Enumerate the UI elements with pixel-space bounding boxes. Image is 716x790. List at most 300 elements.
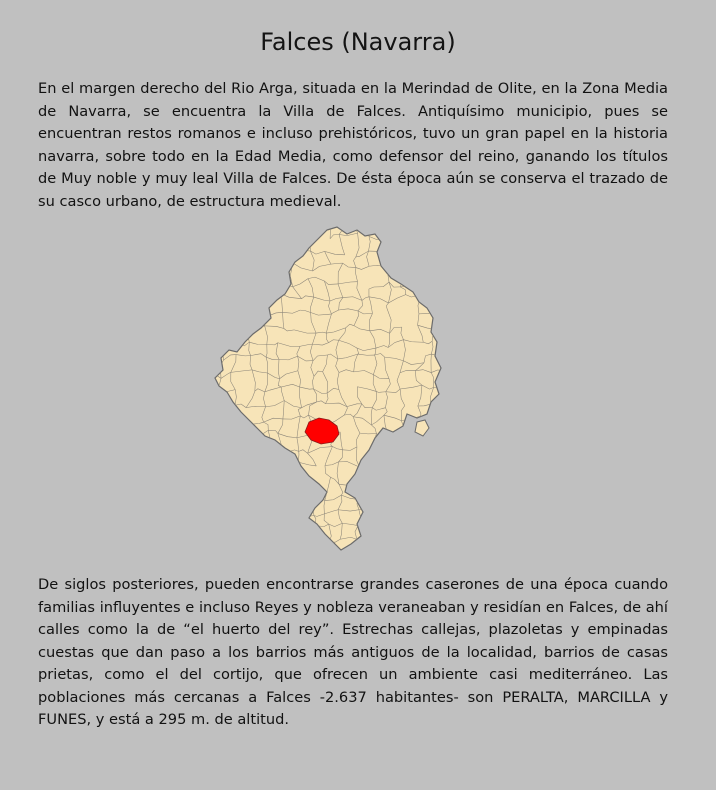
municipality-border [256,476,264,485]
municipality-border [215,405,216,425]
municipality-border [252,486,256,495]
municipality-border [219,437,223,452]
municipality-border [308,478,313,491]
municipality-border [216,222,220,236]
municipality-border [358,552,378,557]
municipality-border [391,235,409,238]
municipality-border [359,467,370,470]
municipality-border [296,485,300,494]
municipality-border [446,342,450,364]
municipality-border [391,469,392,476]
municipality-border [447,469,450,482]
municipality-border [439,309,449,312]
municipality-border [278,254,284,263]
municipality-border [401,447,418,450]
municipality-border [446,482,450,500]
municipality-border [434,544,435,554]
municipality-border [431,401,449,405]
municipality-border [281,453,285,466]
municipality-border [268,527,277,529]
municipality-border [205,223,207,235]
municipality-border [391,467,403,469]
municipality-border [308,542,310,557]
municipality-border [386,262,407,266]
municipality-border [215,417,237,424]
municipality-border [220,236,222,249]
municipality-border [400,256,419,257]
municipality-border [232,540,249,543]
municipality-border [235,285,238,302]
municipality-border [417,492,420,513]
municipality-border [281,462,299,466]
municipality-border [262,514,279,516]
municipality-border [421,513,438,514]
municipality-border [262,514,268,527]
municipality-border [263,476,264,492]
municipality-border [437,508,450,514]
municipality-border [221,236,232,240]
municipality-border [278,526,302,530]
municipality-border [217,331,218,346]
municipality-border [205,344,217,345]
municipality-border [247,222,267,226]
municipality-border [417,237,418,256]
municipality-border [220,496,237,500]
municipality-border [216,466,234,468]
municipality-border [436,252,447,255]
municipality-border [264,470,270,476]
municipality-border [386,447,391,469]
municipality-border [296,494,298,516]
municipality-border [215,285,220,300]
municipality-border [448,547,450,557]
municipality-border [239,324,251,327]
municipality-border [388,433,403,440]
municipality-border [264,263,279,271]
municipality-border [402,553,420,557]
municipality-border [400,257,407,264]
municipality-border [360,484,362,500]
municipality-border [436,476,447,482]
municipality-border [435,554,450,557]
municipality-border [409,235,419,237]
municipality-border [403,467,407,477]
municipality-border [417,446,433,450]
municipality-border [205,314,210,324]
municipality-border [393,491,407,492]
municipality-border [224,544,226,553]
municipality-border [205,447,208,462]
municipality-border [216,405,235,408]
municipality-border [445,389,449,401]
municipality-border [296,491,313,494]
municipality-border [205,282,210,297]
municipality-border [418,539,419,557]
municipality-border [238,268,253,272]
municipality-border [360,493,371,500]
page-title: Falces (Navarra) [260,28,456,56]
municipality-border [278,282,281,294]
municipality-border [402,546,404,553]
municipality-border [419,539,435,544]
municipality-border [439,466,449,469]
municipality-border [449,500,450,507]
municipality-border [255,256,271,259]
municipality-border [447,264,449,288]
municipality-border [310,540,330,542]
municipality-border [234,466,247,469]
municipality-border [278,263,281,281]
municipality-border [434,544,447,547]
municipality-border [236,514,238,523]
municipality-border [232,523,237,540]
municipality-border [209,263,216,265]
municipality-border [278,225,279,241]
municipality-border [297,235,314,237]
municipality-border [269,453,285,456]
municipality-border [370,481,373,492]
municipality-border [248,314,264,317]
municipality-border [431,522,450,523]
municipality-border [446,420,450,440]
municipality-border [238,302,251,303]
municipality-border [402,539,419,547]
municipality-border [445,373,446,389]
municipality-border [219,451,236,454]
municipality-border [232,315,248,316]
municipality-border [235,222,247,226]
municipality-border [205,462,207,483]
municipality-border [220,300,238,302]
municipality-border [300,542,310,543]
municipality-border [403,465,421,468]
municipality-border [434,241,435,253]
municipality-border [236,496,239,514]
municipality-border [278,491,296,494]
municipality-border [416,476,437,484]
municipality-border [205,265,209,282]
municipality-border [420,416,432,420]
municipality-border [284,248,297,254]
municipality-border [209,526,224,527]
municipality-border [400,509,420,513]
municipality-border [252,448,270,453]
municipality-border [215,425,222,437]
municipality-border [264,271,269,284]
municipality-border [370,469,373,482]
municipality-border [433,446,450,449]
municipality-border [384,539,388,557]
municipality-border [406,477,408,491]
municipality-border [216,312,233,315]
municipality-border [384,539,402,546]
municipality-border [387,508,391,531]
municipality-border [446,401,449,420]
municipality-border [439,330,450,331]
municipality-border [236,493,253,496]
municipality-border [432,420,446,423]
municipality-border [432,298,439,309]
municipality-border [219,510,223,525]
municipality-border [216,300,221,312]
municipality-border [385,222,391,239]
municipality-border [267,542,270,557]
municipality-border [297,222,299,235]
municipality-border [279,537,299,541]
municipality-border [399,530,401,547]
municipality-border [217,343,241,346]
municipality-border [232,222,236,240]
municipality-border [325,542,330,555]
municipality-border [232,482,256,486]
municipality-border [359,467,361,484]
municipality-border [446,255,449,263]
intro-paragraph: En el margen derecho del Rio Arga, situada en la Merindad de Olite, en la Zona Media de Navarra, se encuentra la Villa de Falces. Antiquísimo municipio, pues se encuentran restos romanos e incluso prehistóricos, tuvo un gran papel en la historia navarra, sobre todo en la Edad Media, como defensor del reino, ganando los títulos de Muy noble y muy leal Villa de Falces. De ésta época aún se conserva el trazado de su casco urbano, de estructura medieval. [38,80,668,210]
municipality-border [249,541,267,543]
municipality-border [448,522,450,547]
municipality-border [434,237,449,241]
municipality-border [232,540,238,557]
municipality-border [205,462,216,466]
municipality-border [372,531,375,538]
municipality-border [223,526,225,545]
municipality-border [205,389,218,393]
municipality-border [205,436,208,448]
municipality-border [247,226,251,236]
municipality-border [357,539,359,557]
municipality-border [448,293,449,310]
municipality-border [279,222,298,225]
municipality-border [311,222,313,236]
municipality-border [300,526,302,542]
municipality-border [216,264,238,269]
municipality-border [205,389,207,403]
navarra-region-shape [215,227,441,550]
municipality-border [217,324,240,331]
municipality-border [232,236,249,241]
municipality-border [225,540,232,544]
municipality-border [435,264,438,285]
municipality-border [377,507,387,512]
municipality-border [432,293,448,298]
municipality-border [378,552,388,557]
navarra-municipalities-map [205,222,450,557]
municipality-border [232,482,237,496]
municipality-border [248,424,254,436]
municipality-border [205,540,225,545]
municipality-border [215,283,235,286]
municipality-border [232,466,234,482]
municipality-border [233,255,238,270]
municipality-border [239,324,241,345]
municipality-border [216,467,225,476]
municipality-border [223,522,236,525]
municipality-border [390,252,400,257]
municipality-border [286,553,297,555]
municipality-border [278,529,280,537]
municipality-border [400,235,409,257]
municipality-border [205,249,223,250]
municipality-border [449,447,450,469]
municipality-border [434,222,437,241]
municipality-border [279,514,298,516]
municipality-border [378,222,385,227]
municipality-border [446,237,449,256]
municipality-border [297,235,298,248]
municipality-border [301,526,315,528]
municipality-border [249,236,262,242]
municipality-border [448,288,450,294]
municipality-border [235,270,238,286]
municipality-border [340,555,358,557]
municipality-border [416,468,420,484]
municipality-border [232,302,238,315]
municipality-border [264,491,278,493]
municipality-border [236,417,240,433]
municipality-border [216,452,219,466]
municipality-border [205,553,224,557]
municipality-border [373,477,390,481]
municipality-border [279,241,284,254]
municipality-border [267,537,280,541]
municipality-border [267,222,279,225]
municipality-border [264,256,271,271]
municipality-border [222,433,240,437]
municipality-border [251,301,267,303]
municipality-border [262,222,267,241]
municipality-border [249,524,254,542]
municipality-border [391,530,399,531]
municipality-border [253,270,264,272]
municipality-border [421,295,432,299]
municipality-border [216,249,223,264]
municipality-border [252,437,255,449]
municipality-border [268,280,279,284]
municipality-border [247,467,256,486]
municipality-border [254,512,262,514]
municipality-border [435,476,436,498]
municipality-border [205,507,220,511]
enclave-shape [415,420,429,436]
history-paragraph: De siglos posteriores, pueden encontrarse grandes caserones de una época cuando familias influyentes e incluso Reyes y nobleza veraneaban y residían en Falces, de ahí calles como la de “el huerto del rey”. Estrechas callejas, plazoletas y empinadas cuestas que dan paso a los barrios más antiguos de la localidad, barrios de casas prietas, como el del cortijo, que ofrecen un ambiente casi mediterráneo. Las poblaciones más cercanas a Falces -2.637 habitantes- son PERALTA, MARCILLA y FUNES, y está a 295 m. de altitud. [38,576,668,728]
municipality-border [416,262,436,263]
municipality-border [435,468,438,476]
municipality-border [236,523,254,525]
municipality-border [262,241,270,256]
municipality-border [407,491,418,492]
municipality-border [439,309,442,329]
municipality-border [247,448,252,466]
municipality-border [399,509,402,530]
municipality-border [407,222,408,235]
municipality-border [266,527,269,542]
municipality-border [419,222,437,224]
municipality-border [251,257,254,271]
municipality-border [406,477,415,484]
municipality-border [215,264,216,285]
municipality-border [419,237,434,240]
municipality-border [325,553,340,556]
municipality-border [253,513,254,524]
municipality-border [279,537,285,555]
municipality-border [432,285,439,299]
municipality-border [240,433,255,437]
municipality-border [388,553,402,557]
municipality-border [308,556,325,557]
municipality-border [446,364,450,373]
municipality-border [208,447,219,452]
municipality-border [387,492,394,508]
municipality-border [433,446,439,467]
municipality-border [249,283,268,287]
municipality-border [424,522,431,525]
municipality-border [361,481,373,485]
municipality-border [298,516,301,526]
municipality-border [409,222,419,223]
municipality-border [407,263,416,264]
municipality-border [248,287,251,303]
municipality-border [449,311,450,331]
municipality-border [236,433,240,453]
municipality-border [401,439,403,447]
municipality-border [432,420,433,434]
municipality-border [209,297,220,300]
municipality-border [372,447,386,448]
municipality-border [205,494,220,500]
municipality-border [419,492,436,497]
municipality-border [233,255,254,258]
municipality-border [268,555,286,557]
municipality-border [435,498,449,501]
municipality-border [431,514,437,522]
municipality-border [205,527,209,540]
municipality-border [370,448,374,469]
municipality-border [216,312,217,331]
municipality-border [386,433,389,447]
municipality-border [239,512,254,514]
municipality-border [270,466,281,471]
municipality-border [223,249,234,255]
municipality-border [220,476,225,500]
municipality-border [210,311,216,314]
municipality-border [299,478,309,485]
municipality-border [247,316,251,327]
municipality-border [205,508,209,526]
municipality-border [436,262,449,264]
municipality-border [355,222,378,227]
municipality-border [384,531,391,539]
municipality-border [264,476,285,479]
municipality-border [268,284,271,301]
municipality-border [358,526,373,531]
municipality-border [248,303,252,316]
municipality-border [387,508,401,510]
municipality-border [357,538,375,540]
municipality-border [207,476,225,483]
municipality-border [417,450,420,468]
municipality-border [278,479,285,493]
municipality-border [249,236,254,257]
municipality-border [439,285,450,288]
municipality-border [416,263,421,283]
municipality-border [419,252,436,256]
municipality-border [419,223,421,238]
municipality-border [207,403,215,405]
municipality-border [371,493,377,512]
municipality-border [269,453,271,470]
municipality-border [277,493,279,516]
municipality-border [386,446,400,447]
